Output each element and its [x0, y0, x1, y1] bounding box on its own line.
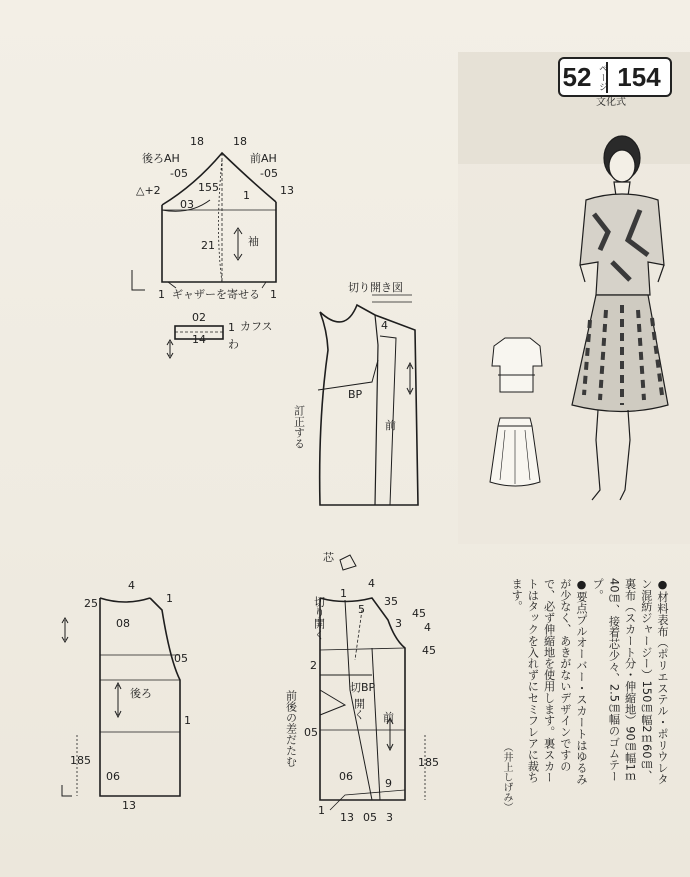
page-number: 52 [562, 61, 592, 92]
sleeve-draft [132, 153, 276, 290]
sleeve-top-left: 18 [190, 135, 204, 148]
front-185: 185 [418, 756, 439, 769]
sleeve-top-right: 18 [233, 135, 247, 148]
back-1-side: 1 [184, 714, 191, 727]
slash-front: 前 [385, 419, 396, 432]
sleeve-gather-note: ギャザーを寄せる [172, 288, 260, 301]
back-13: 13 [122, 799, 136, 812]
front-dart-note: 前後の差だたむ [284, 690, 298, 767]
sleeve-cap-width: 155 [198, 181, 219, 194]
page-label: ページ [597, 63, 607, 91]
back-06: 06 [106, 770, 120, 783]
skirt-illustration [490, 418, 540, 486]
front-2: 2 [310, 659, 317, 672]
cuff-1: 1 [228, 321, 235, 334]
front-5: 5 [358, 603, 365, 616]
front-center-mark: 芯 [323, 551, 334, 564]
slash-bp: BP [348, 388, 363, 401]
slash-title: 切り開き図 [348, 281, 403, 294]
sleeve-hem-1-right: 1 [270, 288, 277, 301]
slash-4: 4 [381, 319, 388, 332]
front-35: 35 [384, 595, 398, 608]
sleeve-back-ah: 後ろAH [142, 152, 180, 165]
back-label: 後ろ [130, 687, 152, 700]
front-4: 4 [368, 577, 375, 590]
sleeve-hem-1-left: 1 [158, 288, 165, 301]
front-3b: 3 [386, 811, 393, 824]
front-3: 3 [395, 617, 402, 630]
cuff-14: 14 [192, 333, 206, 346]
points-text: プルオーバー・スカートはゆるみが少なく、あきがないデザインですので、必ず伸縮地を使用します。裏スカートはタックを入れずにセミフレアに裁ちます。 [510, 578, 589, 785]
top-illustration [492, 338, 542, 392]
front-05: 05 [304, 726, 318, 739]
pattern-method: 文化式 [596, 97, 626, 108]
points-heading: ●要点 [575, 578, 589, 614]
front-06: 06 [339, 770, 353, 783]
designer-credit: （井上しげみ） [501, 742, 512, 812]
front-9: 9 [385, 777, 392, 790]
front-slash-open: 切り開く [312, 596, 326, 640]
sleeve-right-13: 13 [280, 184, 294, 197]
slash-diagram-draft [318, 295, 418, 505]
sleeve-cap-height: 21 [201, 239, 215, 252]
back-08: 08 [116, 617, 130, 630]
sleeve-grain-label: 袖 [248, 235, 259, 248]
material-text: 表布（ポリエステル・ポリウレタン混紡ジャージー）150㎝幅2ｍ60㎝、裏布（スカート分・伸縮地）90㎝幅1ｍ40㎝、接着芯少々、2.5㎝幅のゴムテープ。 [591, 578, 670, 785]
sleeve-back-03: 03 [180, 198, 194, 211]
slash-correct-note: 訂正する [292, 405, 306, 449]
material-heading: ●材料 [656, 578, 670, 614]
back-05: 05 [174, 652, 188, 665]
front-05b: 05 [363, 811, 377, 824]
front-1: 1 [340, 587, 347, 600]
sleeve-front-ah: 前AH [250, 152, 277, 165]
front-45b: 45 [422, 644, 436, 657]
instructions-notes [508, 578, 670, 792]
front-1-hem: 1 [318, 804, 325, 817]
back-4: 4 [128, 579, 135, 592]
sleeve-front-ah-value: -05 [260, 167, 278, 180]
front-4b: 4 [424, 621, 431, 634]
front-45: 45 [412, 607, 426, 620]
front-label: 前 [383, 711, 394, 724]
sleeve-mark-1: 1 [243, 189, 250, 202]
back-25: 25 [84, 597, 98, 610]
front-cut-bp: 切BP [350, 681, 376, 694]
sleeve-back-ah-value: -05 [170, 167, 188, 180]
pattern-number: 154 [606, 62, 670, 93]
cuff-02: 02 [192, 311, 206, 324]
front-13: 13 [340, 811, 354, 824]
back-1-top: 1 [166, 592, 173, 605]
front-open: 開く [352, 698, 366, 720]
sleeve-delta: △+2 [136, 184, 161, 197]
cuff-fold: わ [228, 338, 239, 351]
cuff-label: カフス [240, 320, 273, 333]
model-illustration [572, 136, 668, 500]
back-185: 185 [70, 754, 91, 767]
